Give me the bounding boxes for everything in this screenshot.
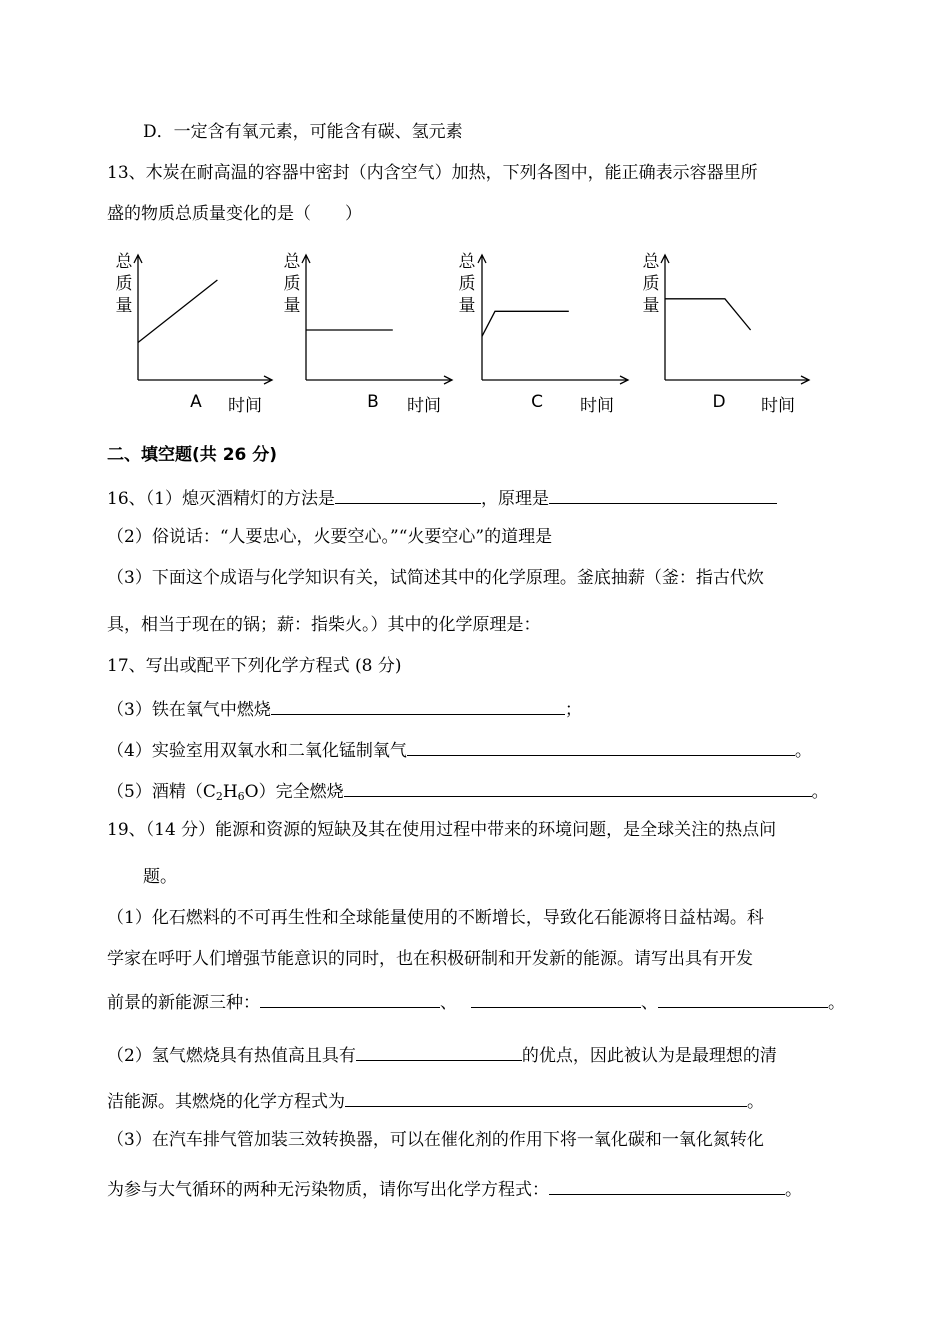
q19-catalyst-equation-blank[interactable] [549, 1176, 785, 1195]
q17-item5 [107, 778, 829, 808]
graph-d-series-line [665, 299, 751, 330]
q17-item5-text-c: O）完全燃烧 [244, 782, 344, 802]
graph-b-xlabel: 时间 [407, 396, 441, 416]
q13-line2: 盛的物质总质量变化的是（ ） [107, 204, 362, 224]
graph-c-xlabel: 时间 [580, 396, 614, 416]
graph-b-ylabel-char: 质 [283, 274, 301, 294]
q16-p1-text-b: ，原理是 [480, 489, 549, 509]
graph-c-ylabel-char: 总 [458, 252, 476, 272]
q19-p3-text: 为参与大气循环的两种无污染物质，请你写出化学方程式： [107, 1180, 549, 1200]
q19-p1-line3 [107, 989, 845, 1014]
graph-a-xlabel: 时间 [228, 396, 262, 416]
q19-p2-text-a: （2）氢气燃烧具有热值高且具有 [107, 1046, 356, 1066]
q19-line2: 题。 [143, 867, 177, 887]
q13-graphs [0, 235, 950, 435]
q17-item5-text-a: （5）酒精（C [107, 782, 216, 802]
graph-d-ylabel-char: 量 [642, 296, 660, 316]
q19-advantage-blank[interactable] [356, 1042, 522, 1061]
graph-c-ylabel-char: 质 [458, 274, 476, 294]
q17-item5-blank[interactable] [344, 778, 812, 797]
q19-p3-line1: （3）在汽车排气管加装三效转换器，可以在催化剂的作用下将一氧化碳和一氧化氮转化 [107, 1130, 764, 1150]
q19-equation-blank[interactable] [345, 1088, 747, 1107]
q19-sep2: 、 [641, 993, 658, 1013]
q17-item4-text: （4）实验室用双氧水和二氧化锰制氧气 [107, 741, 407, 761]
graph-a-ylabel-char: 质 [115, 274, 133, 294]
graph-d-letter: D [712, 392, 726, 412]
graph-d-xlabel: 时间 [761, 396, 795, 416]
q12-option-d: D．一定含有氧元素，可能含有碳、氢元素 [143, 122, 463, 142]
q19-p2-text-c: 洁能源。其燃烧的化学方程式为 [107, 1092, 345, 1112]
q16-principle-blank[interactable] [549, 485, 777, 504]
q19-p3-line2 [107, 1176, 802, 1201]
q19-p1-line1: （1）化石燃料的不可再生性和全球能量使用的不断增长，导致化石能源将日益枯竭。科 [107, 908, 764, 928]
q19-energy-blank-1[interactable] [260, 989, 440, 1008]
q17-item3 [107, 696, 582, 721]
graph-d-ylabel-char: 质 [642, 274, 660, 294]
graph-c-ylabel-char: 量 [458, 296, 476, 316]
q16-method-blank[interactable] [335, 485, 481, 504]
q16-part1 [107, 485, 777, 510]
q17-item4-blank[interactable] [407, 737, 795, 756]
section-title: 二、填空题(共 26 分) [107, 445, 278, 465]
q17-item5-end: 。 [811, 782, 829, 802]
q19-energy-blank-3[interactable] [658, 989, 828, 1008]
graph-a-ylabel-char: 总 [115, 252, 133, 272]
graph-a-ylabel-char: 量 [115, 296, 133, 316]
q19-p1-text: 前景的新能源三种： [107, 993, 260, 1013]
q19-p2-end: 。 [747, 1092, 764, 1112]
q17-item5-sub2: 6 [237, 790, 245, 803]
q19-sep1: 、 [440, 993, 457, 1013]
q19-p1-end: 。 [828, 993, 845, 1013]
graph-a-letter: A [190, 392, 202, 412]
q19-p2-line1 [107, 1042, 777, 1067]
q19-line1: 19、（14 分）能源和资源的短缺及其在使用过程中带来的环境问题，是全球关注的热点问 [107, 820, 777, 840]
q19-p2-text-b: 的优点，因此被认为是最理想的清 [521, 1046, 777, 1066]
graph-d-ylabel-char: 总 [642, 252, 660, 272]
q17-item3-text: （3）铁在氧气中燃烧 [107, 700, 271, 720]
q17-item5-sub1: 2 [215, 790, 223, 803]
q16-part3-line2: 具，相当于现在的锅；薪：指柴火。）其中的化学原理是： [107, 615, 541, 635]
graph-b-ylabel-char: 量 [283, 296, 301, 316]
q17-item3-blank[interactable] [271, 696, 565, 715]
q16-part2: （2）俗说话：“人要忠心，火要空心。”“火要空心”的道理是 [107, 527, 553, 547]
graph-c-letter: C [531, 392, 543, 412]
q19-energy-blank-2[interactable] [471, 989, 641, 1008]
graph-b-ylabel-char: 总 [283, 252, 301, 272]
graph-b-letter: B [367, 392, 379, 412]
graph-c-series-line [482, 311, 569, 336]
q13-line1: 13、木炭在耐高温的容器中密封（内含空气）加热，下列各图中，能正确表示容器里所 [107, 163, 758, 183]
q17-item4 [107, 737, 812, 762]
q19-p3-end: 。 [785, 1180, 802, 1200]
q17-title: 17、写出或配平下列化学方程式 (8 分) [107, 656, 402, 676]
q17-item4-end: 。 [794, 741, 812, 761]
q19-p2-line2 [107, 1088, 764, 1113]
q16-p1-text-a: 16、（1）熄灭酒精灯的方法是 [107, 489, 335, 509]
graph-a-series-line [138, 280, 217, 343]
q17-item5-text-b: H [222, 782, 238, 802]
q16-part3-line1: （3）下面这个成语与化学知识有关，试简述其中的化学原理。釜底抽薪（釜：指古代炊 [107, 568, 764, 588]
q17-item3-end: ； [564, 700, 582, 720]
q19-p1-line2: 学家在呼吁人们增强节能意识的同时，也在积极研制和开发新的能源。请写出具有开发 [107, 949, 753, 969]
